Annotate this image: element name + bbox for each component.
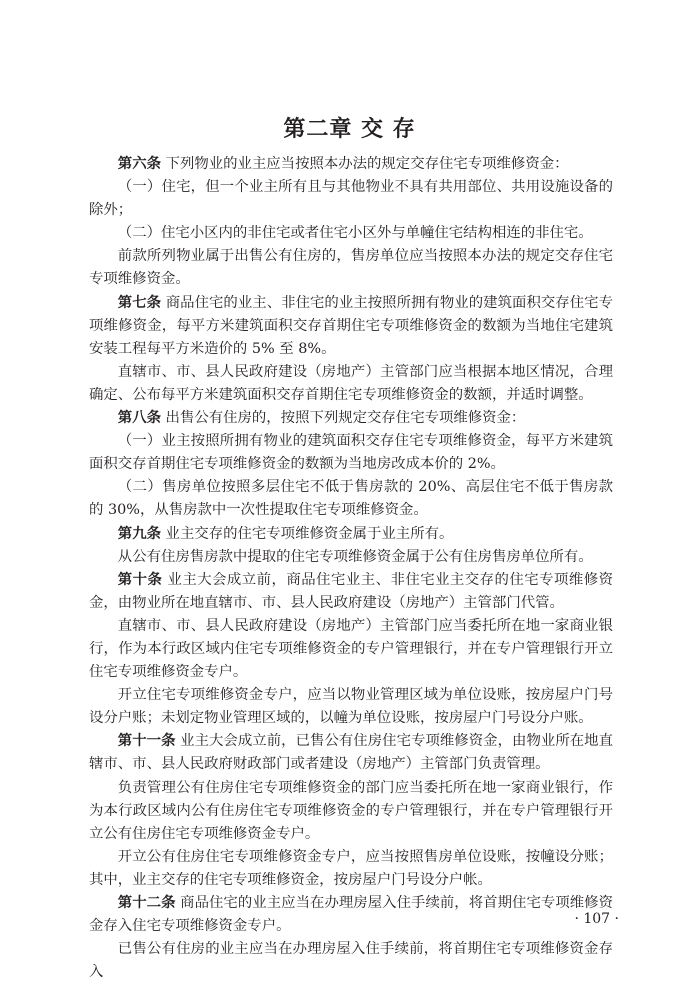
paragraph-text: 商品住宅的业主、非住宅的业主按照所拥有物业的建筑面积交存住宅专项维修资金，每平方米建筑面积交存首期住宅专项维修资金的数额为当地住宅建筑安装工程每平方米造价的 5% 至 8%。 xyxy=(89,294,613,357)
paragraph-text: （二）售房单位按照多层住宅不低于售房款的 20%、高层住宅不低于售房款的 30%，从售房款中一次性提取住宅专项维修资金。 xyxy=(89,479,613,519)
paragraph-text: 开立住宅专项维修资金专户，应当以物业管理区域为单位设账，按房屋户门号设分户账；未划定物业管理区域的，以幢为单位设账，按房屋户门号设分户账。 xyxy=(89,687,613,727)
paragraph-text: 前款所列物业属于出售公有住房的，售房单位应当按照本办法的规定交存住宅专项维修资金。 xyxy=(89,248,613,288)
paragraph-text: 直辖市、市、县人民政府建设（房地产）主管部门应当根据本地区情况，合理确定、公布每平方米建筑面积交存首期住宅专项维修资金的数额，并适时调整。 xyxy=(89,363,613,403)
article-number: 第九条 xyxy=(117,525,161,542)
paragraph-text: 负责管理公有住房住宅专项维修资金的部门应当委托所在地一家商业银行，作为本行政区域内公有住房住宅专项维修资金的专户管理银行，并在专户管理银行开立公有住房住宅专项维修资金专户。 xyxy=(89,779,613,842)
paragraph xyxy=(89,777,613,846)
paragraph xyxy=(89,476,613,522)
paragraph xyxy=(89,523,613,546)
paragraph xyxy=(89,892,613,938)
paragraph xyxy=(89,615,613,684)
paragraph xyxy=(89,846,613,892)
paragraph-text: （一）业主按照所拥有物业的建筑面积交存住宅专项维修资金，每平方米建筑面积交存首期住宅专项维修资金的数额为当地房改成本价的 2%。 xyxy=(89,433,613,473)
paragraph xyxy=(89,546,613,569)
paragraph-text: （一）住宅，但一个业主所有且与其他物业不具有共用部位、共用设施设备的除外； xyxy=(89,179,613,219)
paragraph-text: 业主交存的住宅专项维修资金属于业主所有。 xyxy=(160,525,454,542)
article-number: 第八条 xyxy=(117,410,161,427)
article-number: 第十条 xyxy=(117,571,163,588)
article-number: 第六条 xyxy=(117,156,161,172)
paragraph-text: 业主大会成立前，已售公有住房住宅专项维修资金，由物业所在地直辖市、市、县人民政府财政部门或者建设（房地产）主管部门负责管理。 xyxy=(89,733,613,773)
body-text xyxy=(89,153,613,984)
article-number: 第七条 xyxy=(117,294,162,311)
paragraph xyxy=(89,245,613,291)
paragraph-text: 业主大会成立前，商品住宅业主、非住宅业主交存的住宅专项维修资金，由物业所在地直辖市、市、县人民政府建设（房地产）主管部门代管。 xyxy=(89,571,613,611)
paragraph-text: 从公有住房售房款中提取的住宅专项维修资金属于公有住房售房单位所有。 xyxy=(117,548,593,565)
paragraph-text: 下列物业的业主应当按照本办法的规定交存住宅专项维修资金： xyxy=(160,156,569,172)
article-number: 第十一条 xyxy=(117,733,176,750)
paragraph-text: 直辖市、市、县人民政府建设（房地产）主管部门应当委托所在地一家商业银行，作为本行政区域内住宅专项维修资金的专户管理银行，并在专户管理银行开立住宅专项维修资金专户。 xyxy=(89,617,613,681)
paragraph-text: 已售公有住房的业主应当在办理房屋入住手续前，将首期住宅专项维修资金存入 xyxy=(89,941,613,981)
paragraph xyxy=(89,684,613,730)
paragraph-text: 开立公有住房住宅专项维修资金专户，应当按照售房单位设账，按幢设分账；其中，业主交存的住宅专项维修资金，按房屋户门号设分户帐。 xyxy=(89,848,613,888)
paragraph xyxy=(89,938,613,984)
paragraph xyxy=(89,569,613,615)
paragraph-text: （二）住宅小区内的非住宅或者住宅小区外与单幢住宅结构相连的非住宅。 xyxy=(117,225,593,242)
paragraph xyxy=(89,292,613,361)
paragraph xyxy=(89,222,613,245)
paragraph-text: 出售公有住房的，按照下列规定交存住宅专项维修资金： xyxy=(160,410,526,427)
paragraph xyxy=(89,730,613,776)
paragraph xyxy=(89,361,613,407)
paragraph xyxy=(89,407,613,430)
paragraph xyxy=(89,153,613,176)
paragraph xyxy=(89,430,613,476)
page-number: · 107 · xyxy=(574,911,619,927)
article-number: 第十二条 xyxy=(117,895,176,911)
chapter-title: 第二章 交 存 xyxy=(283,117,416,142)
paragraph xyxy=(89,176,613,222)
paragraph-text: 商品住宅的业主应当在办理房屋入住手续前，将首期住宅专项维修资金存入住宅专项维修资金专户。 xyxy=(89,895,613,935)
